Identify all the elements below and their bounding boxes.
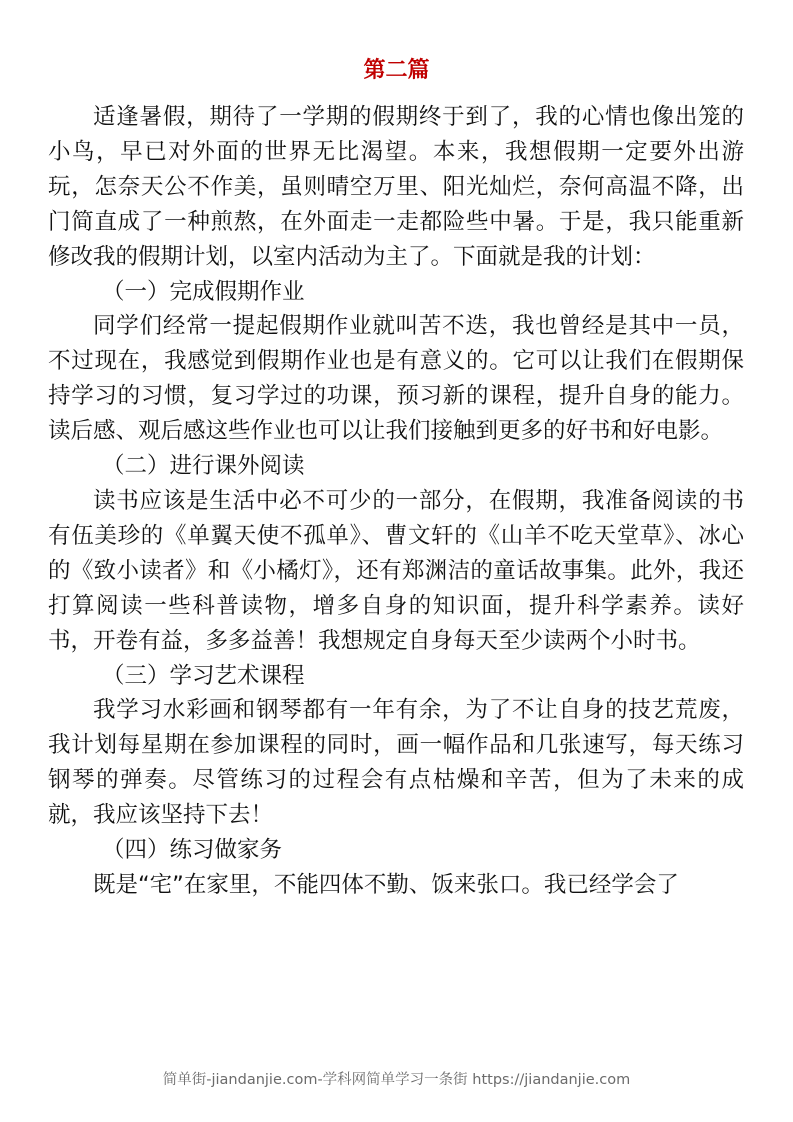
section-paragraph-4: 既是“宅”在家里，不能四体不勤、饭来张口。我已经学会了 bbox=[93, 871, 679, 898]
document-body bbox=[48, 100, 744, 903]
footer-watermark: 简单街-jiandanjie.com-学科网简单学习一条街 https://jiandanjie.com bbox=[162, 1072, 631, 1088]
section-paragraph-1: 同学们经常一提起假期作业就叫苦不迭，我也曾经是其中一员，不过现在，我感觉到假期作业也是有意义的。它可以让我们在假期保持学习的习惯，复习学过的功课，预习新的课程，提升自身的能力。读后感、观后感这些作业也可以让我们接触到更多的好书和好电影。 bbox=[48, 313, 744, 445]
intro-paragraph: 适逢暑假，期待了一学期的假期终于到了，我的心情也像出笼的小鸟，早已对外面的世界无比渴望。本来，我想假期一定要外出游玩，怎奈天公不作美，虽则晴空万里、阳光灿烂，奈何高温不降，出门简直成了一种煎熬，在外面走一走都险些中暑。于是，我只能重新修改我的假期计划，以室内活动为主了。下面就是我的计划： bbox=[48, 104, 744, 270]
section-paragraph-3: 我学习水彩画和钢琴都有一年有余，为了不让自身的技艺荒废，我计划每星期在参加课程的同时，画一幅作品和几张速写，每天练习钢琴的弹奏。尽管练习的过程会有点枯燥和辛苦，但为了未来的成就，我应该坚持下去！ bbox=[48, 697, 744, 829]
section-heading-3: （三）学习艺术课程 bbox=[102, 662, 305, 689]
section-heading-1: （一）完成假期作业 bbox=[102, 278, 305, 305]
section-heading-4: （四）练习做家务 bbox=[102, 837, 283, 864]
section-paragraph-2: 读书应该是生活中必不可少的一部分，在假期，我准备阅读的书有伍美珍的《单翼天使不孤单》、曹文轩的《山羊不吃天堂草》、冰心的《致小读者》和《小橘灯》，还有郑渊洁的童话故事集。此外，我还打算阅读一些科普读物，增多自身的知识面，提升科学素养。读好书，开卷有益，多多益善！我想规定自身每天至少读两个小时书。 bbox=[48, 487, 744, 654]
page-title: 第二篇 bbox=[363, 58, 430, 83]
section-heading-2: （二）进行课外阅读 bbox=[102, 453, 305, 480]
